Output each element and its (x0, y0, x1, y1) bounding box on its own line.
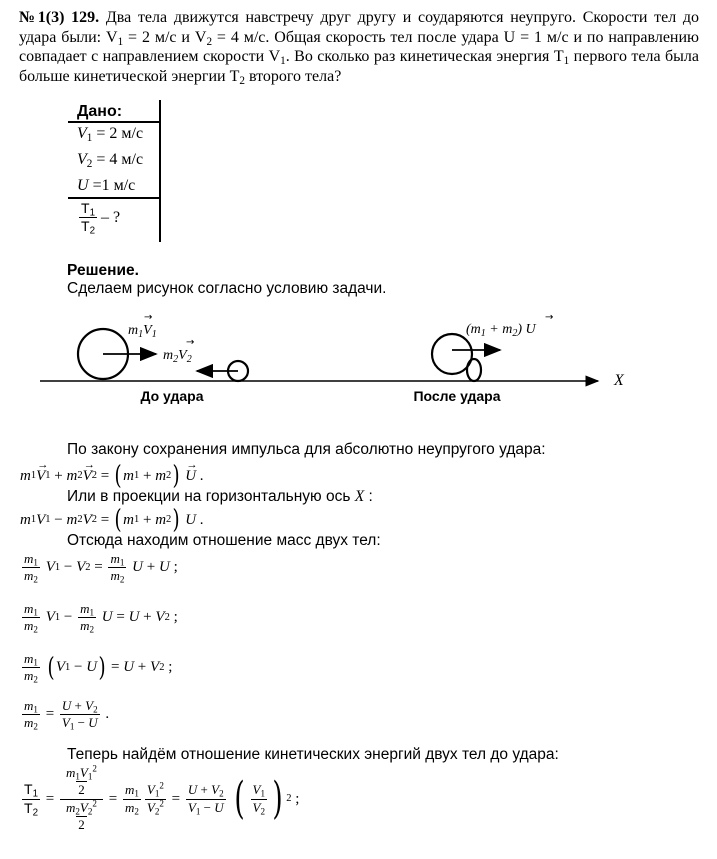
svg-text:→: → (545, 312, 554, 323)
before-label: До удара (140, 388, 204, 404)
given-v2: $V_2 = 4$ м/с (77, 151, 144, 170)
given-title: Дано: (77, 103, 123, 120)
energy-text: Теперь найдём отношение кинетических энергий двух тел до удара: (67, 746, 559, 763)
eq-mass-2: $\frac{m_1}{m_2}$ V 1 − $\frac{m_1}{m_2}$ U = U + V 2 ; (24, 601, 178, 635)
momentum-1-label: $m_1V_1$ (128, 323, 157, 340)
solution-title: Решение. (67, 262, 139, 279)
eq-momentum-vector: m 1 → V 1 + m 2 → V 2 = ( m 1 + m 2 ) → U . (20, 463, 204, 489)
problem-tail3: второго тела? (244, 67, 342, 85)
problem-tail2: первого тела была больше кинетической энергии T (19, 48, 700, 85)
collision-diagram (0, 300, 717, 410)
problem-v2: = 4 м/с. Общая скорость тел после удара U = 1 м/с и по направлению совпадает с направлением скорости V (19, 28, 699, 65)
momentum-text: По закону сохранения импульса для абсолютно неупругого удара: (67, 441, 546, 458)
momentum-2-label: $m_2V_2$ (163, 348, 192, 365)
given-unknown: $\frac{T_1}{T_2}$ – ? (81, 200, 121, 237)
problem-tail1: . Во сколько раз кинетическая энергия T (285, 48, 564, 65)
eq-mass-1: $\frac{m_1}{m_2}$ V 1 − V 2 = $\frac{m_1}{m_2}$ U + U ; (24, 551, 178, 585)
solution-intro: Сделаем рисунок согласно условию задачи. (67, 280, 387, 297)
given-u: U =1 м/с (77, 177, 136, 194)
svg-text:→: → (144, 312, 153, 323)
projection-text: Или в проекции на горизонтальную ось X : (67, 488, 373, 505)
given-separator (68, 197, 161, 199)
problem-statement: №1(3) 129. Два тела движутся навстречу друг другу и соударяются неупруго. Скорости тел до удара были: $V_1 = 2$ м/с и $V_2 = 4$ м/с. Общая скорость тел после удара U = 1 м/с и по направлению совпадает с направлением скорости $V_1$. Во сколько раз кинетическая энергия $T_1$ первого тела была больше кинетической энергии $T_2$ второго тела? (19, 9, 700, 87)
problem-number: №1(3) 129. (19, 9, 100, 26)
given-title-underline (68, 121, 161, 123)
mass-ratio-text: Отсюда находим отношение масс двух тел: (67, 532, 381, 549)
eq-mass-ratio: $\frac{m_1}{m_2}$ = $\frac{U + V_2}{V_1 - U}$ . (24, 698, 110, 732)
axis-label: X (614, 372, 624, 389)
after-label: После удара (413, 388, 501, 404)
eq-energy-ratio: $\frac{T_1}{T_2}$ = $\frac{\frac{m_1V_1^2}{2}}{\frac{m_2V_2^2}{2}}$ = $\frac{m_1}{m_2}$ $\frac{V_1^2}{V_2^2}$ = $\frac{U + V_2}{V_1 - U}$ ( $\frac{V_1}{V_2}$ ) 2 ; (24, 763, 300, 832)
eq-momentum-projection: m 1 V 1 − m 2 V 2 = ( m 1 + m 2 ) U . (20, 505, 204, 535)
svg-text:→: → (186, 337, 195, 348)
given-v1: $V_1 = 2$ м/с (77, 125, 144, 144)
given-block (68, 100, 164, 244)
eq-mass-3: $\frac{m_1}{m_2}$ ( V 1 − U ) = U + V 2 ; (24, 651, 173, 685)
problem-v1: = 2 м/с и V (123, 28, 207, 46)
common-momentum-label: $(m_1 + m_2)$ U (466, 322, 536, 339)
body-2-after (467, 359, 481, 381)
problem-text: Два тела движутся навстречу друг другу и соударяются неупруго. Скорости тел до удара были: V (19, 9, 700, 46)
